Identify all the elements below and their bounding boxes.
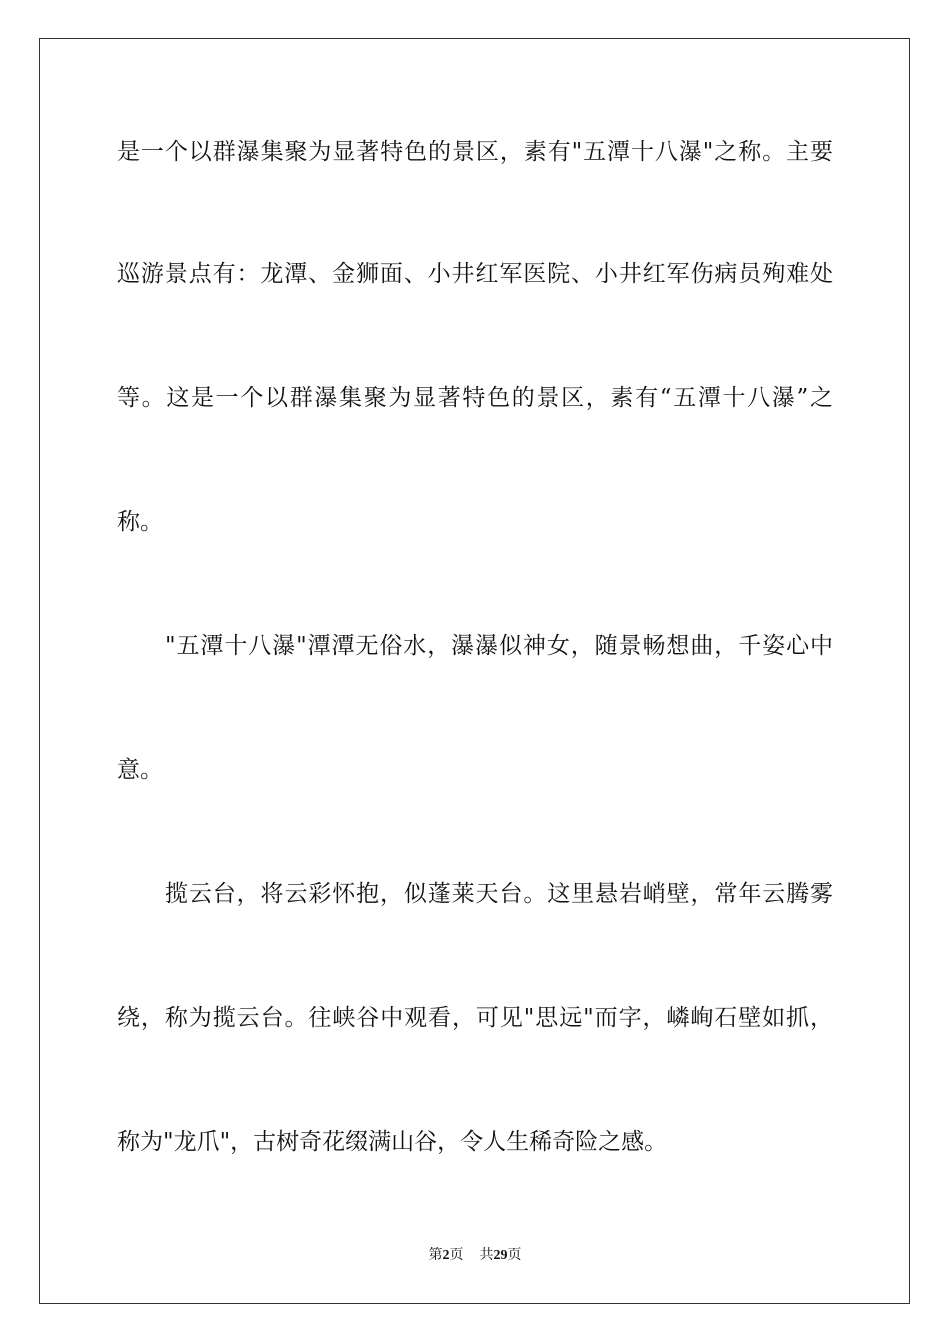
footer-page-prefix: 第 (428, 1247, 443, 1263)
text-line-9: 称为"龙爪"，古树奇花缀满山谷，令人生稀奇险之感。 (117, 1129, 668, 1155)
page-frame (39, 38, 910, 1304)
footer-page-current: 2 (442, 1248, 450, 1263)
text-line-3: 等。这是一个以群瀑集聚为显著特色的景区，素有“五潭十八瀑”之 (117, 385, 833, 411)
page-footer (0, 1246, 950, 1265)
text-line-5: "五潭十八瀑"潭潭无俗水，瀑瀑似神女，随景畅想曲，千姿心中 (165, 633, 833, 659)
text-line-8: 绕，称为揽云台。往峡谷中观看，可见"思远"而字，嶙峋石壁如抓， (117, 1005, 833, 1031)
footer-page-total: 29 (493, 1248, 508, 1263)
text-line-2: 巡游景点有：龙潭、金狮面、小井红军医院、小井红军伤病员殉难处 (117, 261, 833, 287)
footer-total-unit: 页 (507, 1247, 522, 1263)
footer-page-unit: 页 (449, 1247, 464, 1263)
text-line-6: 意。 (117, 757, 163, 783)
text-line-1: 是一个以群瀑集聚为显著特色的景区，素有"五潭十八瀑"之称。主要 (117, 139, 833, 165)
footer-total-prefix: 共 (479, 1247, 494, 1263)
text-line-7: 揽云台，将云彩怀抱，似蓬莱天台。这里悬岩峭壁，常年云腾雾 (165, 881, 833, 907)
text-line-4: 称。 (117, 509, 163, 535)
